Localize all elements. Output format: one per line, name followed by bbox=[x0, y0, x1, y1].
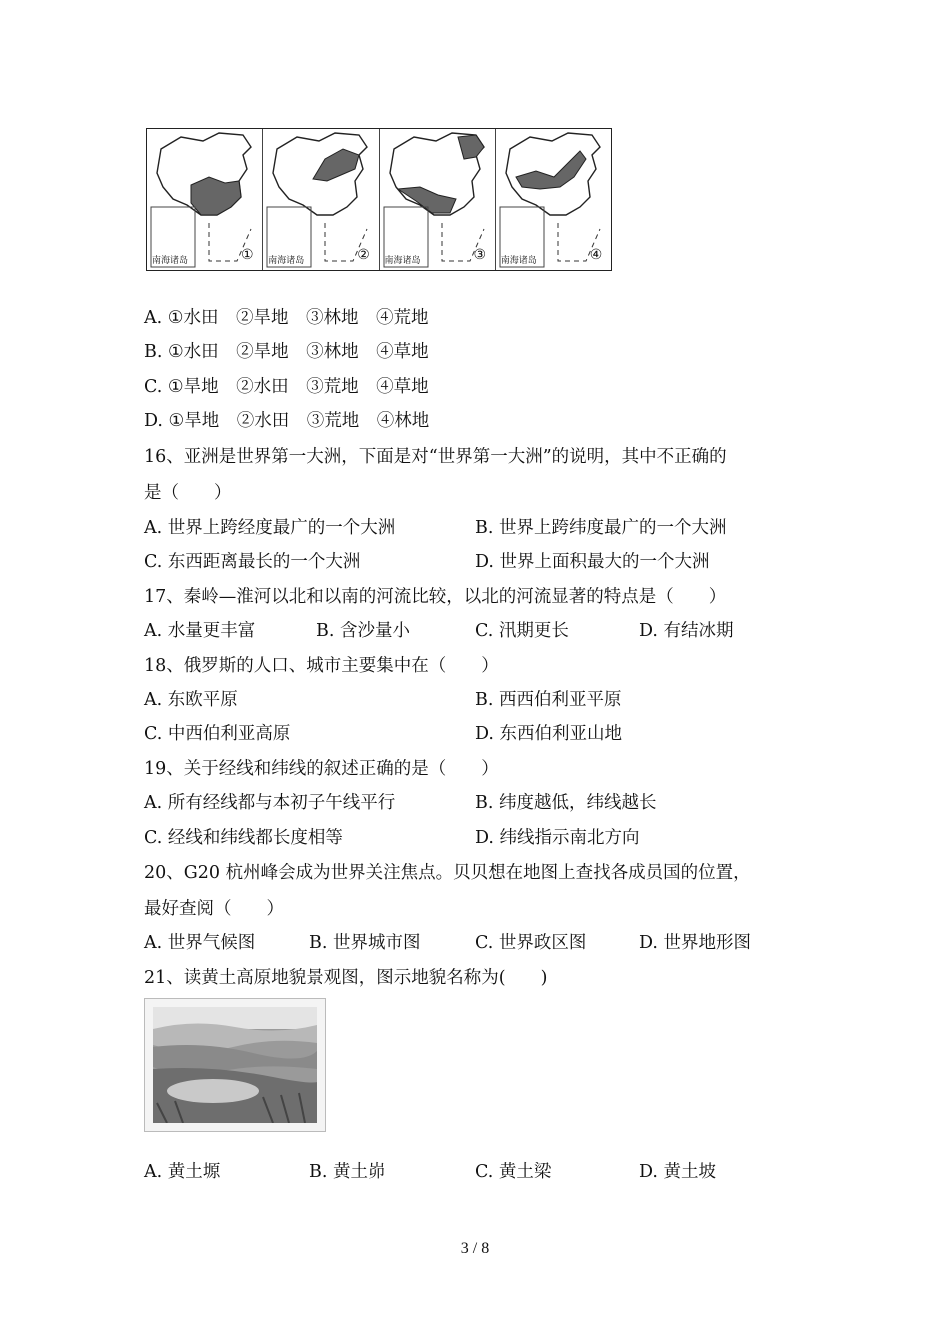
q19-option-a: A. 所有经线都与本初子午线平行 bbox=[144, 793, 396, 813]
q18-option-b: B. 西西伯利亚平原 bbox=[475, 690, 622, 710]
q15-map-strip bbox=[146, 128, 612, 271]
loess-landscape-photo bbox=[144, 998, 326, 1132]
map-inset-label: 南海诸岛 bbox=[500, 256, 537, 266]
q15-option-a: A. ①水田 ②旱地 ③林地 ④荒地 bbox=[144, 308, 429, 328]
q17-option-a: A. 水量更丰富 bbox=[144, 621, 256, 641]
q16-option-b: B. 世界上跨纬度最广的一个大洲 bbox=[475, 518, 727, 538]
map-mark-3: ③ bbox=[473, 247, 487, 263]
q15-option-d: D. ①旱地 ②水田 ③荒地 ④林地 bbox=[144, 411, 430, 431]
q17-option-d: D. 有结冰期 bbox=[639, 621, 734, 641]
q16-option-c: C. 东西距离最长的一个大洲 bbox=[144, 552, 361, 572]
q19-stem: 19、关于经线和纬线的叙述正确的是（ ） bbox=[144, 759, 499, 779]
q16-stem-line1: 16、亚洲是世界第一大洲，下面是对“世界第一大洲”的说明，其中不正确的 bbox=[144, 447, 727, 467]
q20-stem-line1: 20、G20 杭州峰会成为世界关注焦点。贝贝想在地图上查找各成员国的位置， bbox=[144, 863, 751, 883]
map-inset-label: 南海诸岛 bbox=[384, 256, 421, 266]
q18-option-d: D. 东西伯利亚山地 bbox=[475, 724, 623, 744]
q16-stem-line2: 是（ ） bbox=[144, 483, 232, 503]
q15-option-b: B. ①水田 ②旱地 ③林地 ④草地 bbox=[144, 342, 429, 362]
q21-stem: 21、读黄土高原地貌景观图，图示地貌名称为( ) bbox=[144, 968, 548, 988]
q20-option-c: C. 世界政区图 bbox=[475, 933, 587, 953]
q19-option-b: B. 纬度越低，纬线越长 bbox=[475, 793, 657, 813]
q19-option-d: D. 纬线指示南北方向 bbox=[475, 828, 640, 848]
q17-stem: 17、秦岭—淮河以北和以南的河流比较，以北的河流显著的特点是（ ） bbox=[144, 587, 727, 607]
q17-option-b: B. 含沙量小 bbox=[316, 621, 410, 641]
q16-option-d: D. 世界上面积最大的一个大洲 bbox=[475, 552, 710, 572]
q15-map-1 bbox=[147, 129, 263, 270]
q15-option-c: C. ①旱地 ②水田 ③荒地 ④草地 bbox=[144, 377, 429, 397]
q16-option-a: A. 世界上跨经度最广的一个大洲 bbox=[144, 518, 396, 538]
q21-option-c: C. 黄土梁 bbox=[475, 1162, 552, 1182]
q20-option-d: D. 世界地形图 bbox=[639, 933, 752, 953]
q20-stem-line2: 最好查阅（ ） bbox=[144, 899, 284, 919]
q15-map-2 bbox=[263, 129, 379, 270]
q19-option-c: C. 经线和纬线都长度相等 bbox=[144, 828, 343, 848]
map-inset-label: 南海诸岛 bbox=[152, 256, 189, 266]
map-mark-4: ④ bbox=[589, 247, 603, 263]
q15-map-3 bbox=[380, 129, 496, 270]
page-number: 3 / 8 bbox=[460, 1240, 490, 1257]
q20-option-b: B. 世界城市图 bbox=[309, 933, 421, 953]
q18-option-c: C. 中西伯利亚高原 bbox=[144, 724, 291, 744]
q17-option-c: C. 汛期更长 bbox=[475, 621, 569, 641]
map-inset-label: 南海诸岛 bbox=[268, 256, 305, 266]
map-mark-2: ② bbox=[357, 247, 370, 263]
map-mark-1: ① bbox=[241, 247, 254, 263]
q21-option-b: B. 黄土峁 bbox=[309, 1162, 386, 1182]
q18-option-a: A. 东欧平原 bbox=[144, 690, 238, 710]
q18-stem: 18、俄罗斯的人口、城市主要集中在（ ） bbox=[144, 656, 499, 676]
q21-option-a: A. 黄土塬 bbox=[144, 1162, 221, 1182]
q15-map-4 bbox=[496, 129, 611, 270]
q21-option-d: D. 黄土坡 bbox=[639, 1162, 717, 1182]
q20-option-a: A. 世界气候图 bbox=[144, 933, 256, 953]
